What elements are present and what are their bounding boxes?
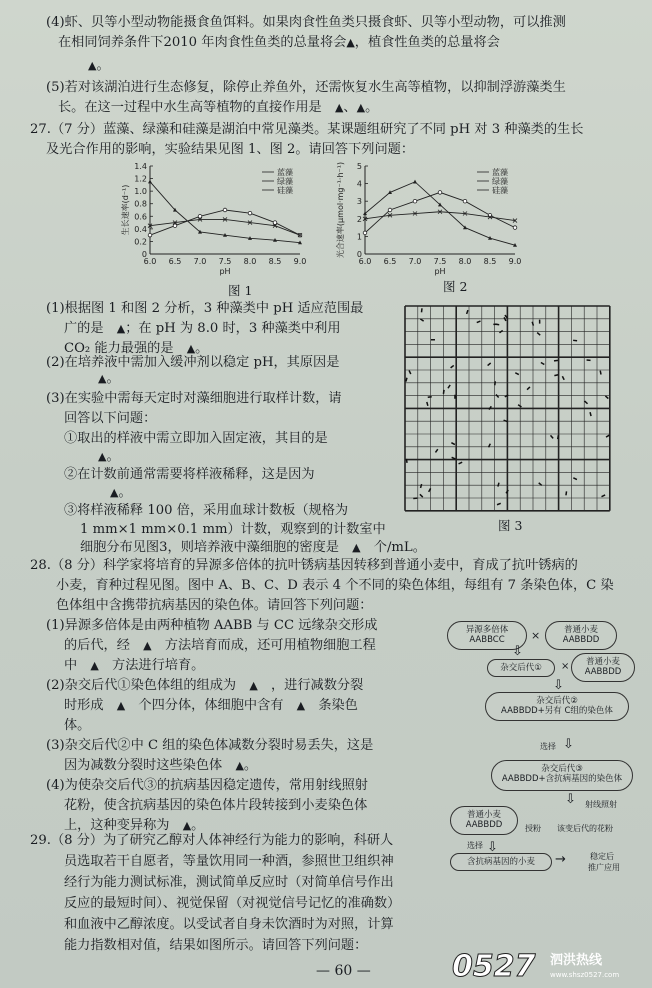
data-point (438, 191, 442, 195)
q29-line1: 29.（8 分）为了研究乙醇对人体神经行为能力的影响，科研人 (30, 833, 394, 848)
q29-line4: 反应的最短时间）、视觉保留（对视觉信号记忆的准确数） (64, 896, 401, 911)
algae-cell (420, 319, 423, 321)
data-point (463, 199, 467, 203)
algae-cell (573, 478, 577, 480)
y-tick-label: 1.2 (134, 174, 147, 184)
x-tick-label: 8.0 (243, 257, 257, 266)
algae-cell (421, 484, 422, 488)
algae-cell (554, 375, 558, 376)
x-tick-label: 8.5 (483, 257, 497, 266)
algae-cell (518, 405, 521, 407)
diagram-hybrid-2: 杂交后代② AABBDD+另有 C组的染色体 (485, 692, 629, 721)
q27-3-line1: (3)在实验中需每天定时对藻细胞进行取样计数，请 (46, 391, 342, 406)
algae-cell (605, 396, 608, 399)
diagram-hybrid-1: 杂交后代① (487, 659, 555, 677)
q28-3-line2: 因为减数分裂时这些染色体 ▲。 (64, 758, 258, 773)
q27-1-line2: 广的是 ▲；在 pH 为 8.0 时，3 种藻类中利用 (64, 321, 341, 336)
arrow-right: → (555, 852, 566, 867)
algae-cell (477, 321, 481, 322)
y-tick-label: 0.6 (134, 212, 147, 222)
figure2-chart (335, 158, 535, 278)
data-point (148, 180, 152, 184)
legend-label: 绿藻 (492, 177, 508, 186)
algae-cell (537, 333, 540, 336)
q27-heading2: 及光合作用的影响，实验结果见图 1、图 2。请回答下列问题： (46, 142, 415, 157)
y-tick-label: 0.8 (134, 199, 147, 209)
legend-label: 绿藻 (277, 177, 293, 186)
diagram-allopolyploid: 异源多倍体 AABBCC (447, 621, 527, 650)
algae-cell (558, 435, 559, 439)
pollen-label: 该变后代的花粉 (557, 824, 613, 833)
q28-2-line2: 时形成 ▲ 个四分体，体细胞中含有 ▲ 条染色 (64, 698, 358, 713)
algae-cell (497, 503, 501, 504)
final-label-1: 稳定后 (590, 852, 614, 861)
algae-cell (562, 376, 564, 380)
data-point (388, 208, 392, 212)
algae-cell (600, 371, 601, 375)
pollination-label: 授粉 (525, 824, 541, 833)
legend-label: 蓝藻 (277, 168, 293, 177)
q26-4-line1: (4)虾、贝等小型动物能摄食鱼饵料。如果肉食性鱼类只摄食虾、贝等小型动物，可以推测 (46, 15, 566, 30)
q29-line2: 员选取若干自愿者，等量饮用同一种酒，参照世卫组织神 (64, 854, 394, 869)
algae-cell (409, 370, 411, 374)
diagram-resistant-wheat: 含抗病基因的小麦 (450, 853, 552, 871)
diagram-common-wheat-2: 普通小麦 AABBDD (571, 653, 635, 682)
q27-1-line1: (1)根据图 1 和图 2 分析，3 种藻类中 pH 适应范围最 (46, 301, 364, 316)
algae-cell (590, 412, 591, 416)
figure2-caption: 图 2 (443, 279, 468, 294)
figure3-hemocytometer-grid (397, 300, 619, 512)
cross-symbol-2: × (561, 661, 570, 672)
algae-cell (428, 397, 432, 398)
x-axis-label: pH (434, 267, 446, 276)
y-tick-label: 5 (356, 162, 362, 171)
algae-cell (406, 378, 407, 382)
x-tick-label: 7.5 (433, 257, 447, 266)
algae-cell (467, 310, 468, 314)
legend-label: 蓝藻 (492, 168, 508, 177)
q28-2-line3: 体。 (64, 718, 91, 733)
arrow-down: ⇩ (512, 644, 523, 659)
y-tick-label: 0 (141, 250, 147, 259)
q28-4-line1: (4)为使杂交后代③的抗病基因稳定遗传，常用射线照射 (46, 778, 368, 793)
q27-1-line3: CO₂ 能力最强的是 ▲。 (64, 341, 209, 356)
q28-line1: 28.（8 分）科学家将培育的异源多倍体的抗叶锈病基因转移到普通小麦中，育成了抗叶锈病的 (30, 558, 578, 573)
q27-3-line7: 细胞分布见图3，则培养液中藻细胞的密度是 ▲ 个/mL。 (80, 540, 426, 555)
data-point (198, 214, 202, 218)
figure1-caption: 图 1 (228, 283, 253, 298)
algae-cell (451, 365, 454, 367)
series-line-0 (365, 192, 515, 232)
q27-3-line4: ②在计数前通常需要将样液稀释，这是因为 (64, 467, 315, 482)
y-tick-label: 1.0 (134, 187, 147, 197)
x-tick-label: 6.5 (383, 257, 397, 266)
q28-1-line3: 中 ▲ 方法进行培育。 (64, 658, 205, 673)
arrow-down: ⇩ (563, 737, 574, 752)
algae-cell (451, 443, 455, 445)
y-tick-label: 4 (356, 179, 362, 189)
algae-cell (496, 394, 499, 397)
data-point (413, 180, 417, 184)
diagram-hybrid-3: 杂交后代③ AABBDD+含抗病基因的染色体 (491, 760, 633, 791)
x-tick-label: 7.0 (193, 257, 207, 266)
x-tick-label: 8.0 (458, 257, 472, 266)
data-point (248, 211, 252, 215)
q29-line3: 经行为能力测试标准，测试简单反应时（对简单信号作出 (64, 875, 394, 890)
algae-cell (435, 449, 437, 452)
algae-cell (551, 435, 554, 438)
x-tick-label: 6.0 (358, 257, 372, 266)
q27-3-line6: 1 mm×1 mm×0.1 mm）计数，观察到的计数室中 (80, 522, 386, 537)
q27-3-line3: ①取出的样液中需立即加入固定液，其目的是 (64, 431, 328, 446)
data-point (363, 231, 367, 235)
q27-3-blank1: ▲。 (98, 449, 120, 464)
svg-text:泗洪热线: 泗洪热线 (550, 953, 603, 968)
svg-text:www.shsz0527.com: www.shsz0527.com (550, 971, 620, 979)
data-point (413, 199, 417, 203)
y-tick-label: 2 (356, 214, 362, 224)
q28-line2: 小麦，育种过程见图。图中 A、B、C、D 表示 4 个不同的染色体组，每组有 7 条染色体，C 染 (56, 578, 614, 593)
x-tick-label: 8.5 (268, 257, 282, 266)
figure1-chart (120, 158, 320, 278)
svg-text:0527: 0527 (452, 949, 536, 982)
x-tick-label: 7.0 (408, 257, 422, 266)
legend-label: 硅藻 (492, 186, 508, 195)
y-tick-label: 0 (356, 250, 362, 259)
diagram-common-wheat-1: 普通小麦 AABBDD (545, 621, 617, 650)
q28-4-line3: 上，这种变异称为 ▲。 (64, 818, 205, 833)
x-tick-label: 7.5 (218, 257, 232, 266)
algae-cell (495, 381, 496, 385)
select-label-1: 选择 (540, 742, 556, 751)
q27-2-line1: (2)在培养液中需加入缓冲剂以稳定 pH，其原因是 (46, 355, 340, 370)
data-point (513, 226, 517, 230)
q28-1-line1: (1)异源多倍体是由两种植物 AABB 与 CC 远缘杂交形成 (46, 618, 378, 633)
data-point (273, 221, 277, 225)
algae-cell (427, 402, 428, 406)
arrow-down: ⇩ (565, 792, 576, 807)
data-point (223, 208, 227, 212)
arrow-down: ⇩ (487, 840, 498, 855)
y-tick-label: 0.4 (134, 224, 147, 234)
page-number: — 60 — (316, 963, 371, 979)
q26-5-line1: (5)若对该湖泊进行生态修复，除停止养鱼外，还需恢复水生高等植物，以抑制浮游藻类生 (46, 80, 566, 95)
q28-3-line1: (3)杂交后代②中 C 组的染色体减数分裂时易丢失，这是 (46, 738, 374, 753)
algae-cell (566, 491, 567, 495)
x-tick-label: 9.0 (508, 257, 522, 266)
y-tick-label: 1.4 (134, 162, 147, 171)
algae-cell (585, 401, 588, 404)
q27-2-blank: ▲。 (98, 371, 120, 386)
q26-4-line2: 在相同饲养条件下2010 年肉食性鱼类的总量将会▲，植食性鱼类的总量将会 (58, 35, 500, 50)
y-tick-label: 0.2 (134, 237, 147, 247)
algae-cell (488, 363, 491, 366)
algae-cell (443, 390, 444, 394)
site-watermark-logo (452, 946, 642, 982)
q27-3-line2: 回答以下问题： (64, 411, 157, 426)
q26-4-line3: ▲。 (88, 58, 110, 73)
algae-cell (498, 483, 499, 487)
algae-cell (448, 385, 450, 388)
q27-3-line5: ③将样液稀释 100 倍，采用血球计数板（规格为 (64, 503, 349, 518)
y-axis-label: 光合速率(μmol·mg⁻¹·h⁻¹) (336, 161, 345, 259)
algae-cell (499, 330, 502, 332)
figure3-caption: 图 3 (498, 518, 523, 533)
q27-3-blank2: ▲。 (110, 485, 132, 500)
q27-heading: 27.（7 分）蓝藻、绿藻和硅藻是湖泊中常见藻类。某课题组研究了不同 pH 对 3 种藻类的生长 (30, 122, 584, 137)
q28-2-line1: (2)杂交后代①染色体组的组成为 ▲ ，进行减数分裂 (46, 678, 364, 693)
final-label-2: 推广应用 (588, 863, 620, 872)
series-line-1 (150, 219, 300, 235)
x-tick-label: 6.5 (168, 257, 182, 266)
algae-cell (527, 387, 530, 390)
cross-symbol: × (531, 629, 541, 642)
algae-cell (459, 462, 463, 464)
algae-cell (504, 317, 506, 321)
irradiation-label: 射线照射 (585, 800, 617, 809)
y-tick-label: 3 (356, 197, 362, 207)
algae-cell (602, 495, 606, 497)
algae-cell (554, 360, 558, 361)
algae-cell (541, 362, 544, 364)
q28-1-line2: 的后代，经 ▲ 方法培育而成，还可用植物细胞工程 (64, 638, 376, 653)
legend-label: 硅藻 (277, 186, 293, 195)
algae-cell (515, 373, 519, 375)
q28-4-line2: 花粉，使含抗病基因的染色体片段转接到小麦染色体 (64, 798, 368, 813)
q28-line3: 色体组中含携带抗病基因的染色体。请回答下列问题： (56, 598, 373, 613)
algae-cell (606, 435, 609, 437)
q29-line5: 和血液中乙醇浓度。以受试者自身未饮酒时为对照，计算 (64, 917, 394, 932)
diagram-common-wheat-3: 普通小麦 AABBDD (450, 806, 518, 835)
q29-line6: 能力指数相对值，结果如图所示。请回答下列问题： (64, 938, 368, 953)
x-tick-label: 9.0 (293, 257, 307, 266)
q26-5-line2: 长。在这一过程中水生高等植物的直接作用是 ▲、▲。 (58, 100, 379, 115)
algae-cell (420, 494, 423, 497)
x-tick-label: 6.0 (143, 257, 157, 266)
data-point (173, 224, 177, 228)
algae-cell (406, 459, 407, 463)
answer-blank: ▲ (346, 36, 355, 49)
x-axis-label: pH (219, 267, 231, 276)
arrow-down: ⇩ (553, 678, 564, 693)
algae-cell (452, 457, 456, 459)
data-point (148, 233, 152, 237)
select-label-2: 选择 (467, 841, 483, 850)
y-axis-label: 生长速率(d⁻¹) (121, 184, 130, 236)
y-tick-label: 1 (356, 232, 362, 242)
